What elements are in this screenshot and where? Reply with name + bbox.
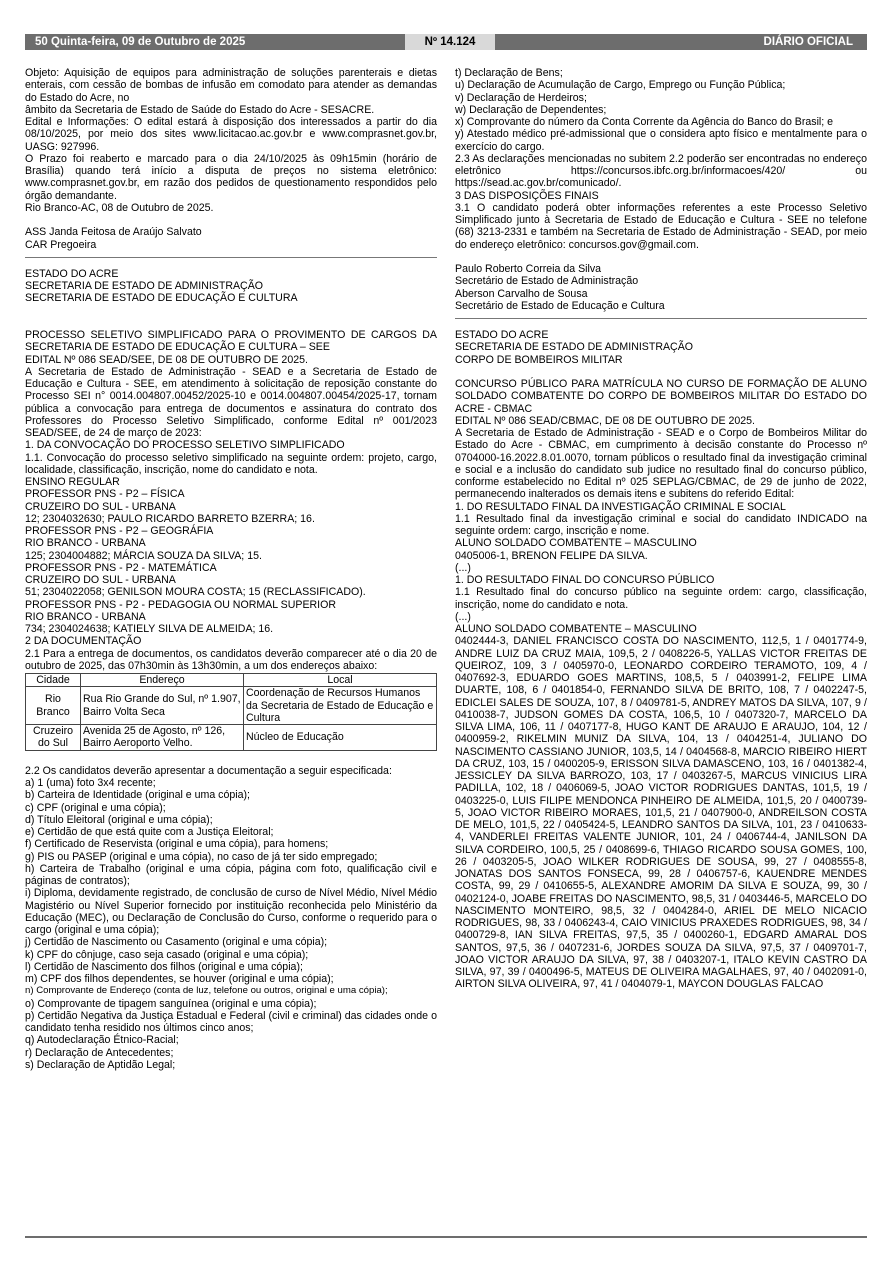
- list-item: PROFESSOR PNS - P2 – FÍSICA: [25, 488, 185, 501]
- signature-role: CAR Pregoeira: [25, 238, 97, 251]
- right-column: [455, 67, 867, 991]
- paragraph: âmbito da Secretaria de Estado de Saúde do Estado do Acre - SESACRE.: [25, 103, 375, 116]
- list-item: RIO BRANCO - URBANA: [25, 537, 146, 550]
- paragraph: 1. DO RESULTADO FINAL DA INVESTIGAÇÃO CRIMINAL E SOCIAL: [455, 500, 786, 513]
- list-item: p) Certidão Negativa da Justiça Estadual e Federal (civil e criminal) das cidades onde o candidato tenha residido nos últimos cinco anos;: [25, 1009, 437, 1034]
- paragraph: A Secretaria de Estado de Administração - SEAD e o Corpo de Bombeiros Militar do Estado do Acre - CBMAC, em cumprimento à decisão constante do Processo nº 0704000-16.2022.8.01.0070, tornam públicos o resultado final da investigação criminal e social e a inclusão do candidato sub judice no resultado final do concurso público, conforme estabelecido no Edital nº 025 SEPLAG/CBMAC, de 29 de junho de 2022, permanecendo inalterados os demais itens e subitens do referido Edital:: [455, 427, 867, 501]
- results-list: 0402444-3, DANIEL FRANCISCO COSTA DO NASCIMENTO, 112,5, 1 / 0401774-9, ANDRE LUIZ DA CRUZ MAIA, 109,5, 2 / 0408226-5, YALLAS VICTOR FREITAS DE QUEIROZ, 109, 3 / 0405970-0, LEONARDO CORDEIRO TERAMOTO, 109, 4 / 0407692-3, EDUARDO GOES MARTINS, 108,5, 5 / 0403991-2, FELIPE LIMA DUARTE, 108, 6 / 0401854-0, FERNANDO SILVA DE BRITO, 108, 7 / 0402247-5, EDICLEI SALES DE SOUZA, 107, 8 / 0409781-5, ANDREY MATOS DA SILVA, 107, 9 / 0410038-7, JUDSON GOMES DA COSTA, 106,5, 10 / 0407320-7, MARCELO DA SILVA LIMA, 106, 11 / 0407177-8, HUGO KANT DE ARAUJO E ARAUJO, 104, 12 / 0400959-2, RIKELMIN MUNIZ DA SILVA, 104, 13 / 0404251-4, JULIANO DO NASCIMENTO CASSIANO JUNIOR, 103,5, 14 / 0404568-8, MARCIO RIBEIRO HIERT DA CRUZ, 103, 15 / 0400205-9, ERISSON SILVA DAMASCENO, 103, 16 / 0401382-4, JESSICLEY DA SILVA BARROZO, 103, 17 / 0403267-5, MARCUS VINICIUS LIRA PADILLA, 102, 18 / 0406069-5, JOAO VICTOR RODRIGUES DANTAS, 101,5, 19 / 0403225-0, LUIS FILIPE MENDONCA PINHEIRO DE ALMEIDA, 101,5, 20 / 0400739-5, JOAO VICTOR RIBEIRO MORAES, 101,5, 21 / 0407900-0, ANDREILSON COSTA DE MELO, 101,5, 22 / 0405424-5, LEANDRO SANTOS DA SILVA, 101, 23 / 0410633-4, VANDERLEI FREITAS VALENTE JUNIOR, 101, 24 / 0406744-4, JANILSON DA SILVA CORDEIRO, 100,5, 25 / 0408699-6, THIAGO RICARDO SOUSA GOMES, 100, 26 / 0403205-5, JOAO WILKER RODRIGUES DE SOUSA, 99, 27 / 0408555-8, JONATAS DOS SANTOS FONSECA, 99, 28 / 0406757-6, KAUENDRE MENDES COSTA, 99, 29 / 0410655-5, ALEXANDRE AMORIM DA SILVA E SOUZA, 99, 30 / 0402124-0, JOABE FREITAS DO NASCIMENTO, 98,5, 31 / 0403446-5, MARCELO DO NASCIMENTO MONTEIRO, 98,5, 32 / 0404284-0, ARIEL DE MELO NICACIO RODRIGUES, 98, 33 / 0406243-4, CAIO VINICIUS PRAXEDES RODRIGUES, 98, 34 / 0400729-8, IAN SILVA FREITAS, 97,5, 35 / 0400260-1, EDGARD AMARAL DOS SANTOS, 97,5, 36 / 0407231-6, JORDES SOUZA DA SILVA, 97,5, 37 / 0409701-7, JOAO VICTOR ARAUJO DA SILVA, 97, 38 / 0403207-1, ITALO KEVIN CASTRO DA SILVA, 97, 39 / 0400496-5, MATEUS DE OLIVEIRA MAGALHAES, 97, 40 / 0402091-0, AIRTON SILVA OLIVEIRA, 97, 41 / 0404079-1, MAYCON DOUGLAS FALCAO: [455, 635, 867, 991]
- paragraph: ALUNO SOLDADO COMBATENTE – MASCULINO: [455, 537, 697, 550]
- org-line: SECRETARIA DE ESTADO DE ADMINISTRAÇÃO: [25, 280, 264, 292]
- list-item: g) PIS ou PASEP (original e uma cópia), no caso de já ter sido empregado;: [25, 850, 378, 863]
- paragraph: ALUNO SOLDADO COMBATENTE – MASCULINO: [455, 623, 697, 635]
- list-item: d) Título Eleitoral (original e uma cópia);: [25, 813, 213, 826]
- section-divider: [455, 318, 867, 319]
- table-cell: Avenida 25 de Agosto, nº 126, Bairro Aeroporto Velho.: [81, 725, 244, 751]
- paragraph: 1.1 Resultado final do concurso público na seguinte ordem: cargo, classificação, inscrição, nome do candidato e nota.: [455, 586, 867, 611]
- signature-name: ASS Janda Feitosa de Araújo Salvato: [25, 226, 202, 239]
- list-item: RIO BRANCO - URBANA: [25, 610, 146, 623]
- org-line: CORPO DE BOMBEIROS MILITAR: [455, 353, 623, 366]
- table-header: Endereço: [81, 674, 244, 687]
- page-number-date: 50 Quinta-feira, 09 de Outubro de 2025: [35, 36, 246, 48]
- table-row: [26, 725, 437, 751]
- address-table: [25, 673, 437, 751]
- table-cell: Rio Branco: [26, 687, 81, 725]
- list-item: h) Carteira de Trabalho (original e uma cópia, página com foto, qualificação civil e páginas de contratos);: [25, 862, 437, 887]
- list-item: n) Comprovante de Endereço (conta de luz, telefone ou outros, original e uma cópia);: [25, 985, 388, 997]
- org-line: ESTADO DO ACRE: [25, 267, 119, 280]
- table-cell: Coordenação de Recursos Humanos da Secretaria de Estado de Educação e Cultura: [244, 687, 437, 725]
- signature-name: Paulo Roberto Correia da Silva: [455, 263, 602, 275]
- list-item: f) Certificado de Reservista (original e uma cópia), para homens;: [25, 838, 329, 851]
- list-item: j) Certidão de Nascimento ou Casamento (original e uma cópia);: [25, 936, 328, 949]
- paragraph: CONCURSO PÚBLICO PARA MATRÍCULA NO CURSO DE FORMAÇÃO DE ALUNO SOLDADO COMBATENTE DO CORPO DE BOMBEIROS MILITAR DO ESTADO DO ACRE - CBMAC: [455, 378, 867, 415]
- page-header: [25, 34, 867, 50]
- signature-role: Secretário de Estado de Administração: [455, 275, 639, 288]
- paragraph: 3.1 O candidato poderá obter informações referentes a este Processo Seletivo Simplificado junto à Secretaria de Estado de Educação e Cultura - SEE no telefone (68) 3213-2331 e também na Secretaria de Estado de Administração - SEAD, por meio do endereço eletrônico: concursos.gov@gmail.com.: [455, 201, 867, 251]
- table-header: Local: [244, 674, 437, 687]
- paragraph: O Prazo foi reaberto e marcado para o dia 24/10/2025 às 09h15min (horário de Brasília) quando terá início a disputa de preços no sistema eletrônico: www.comprasnet.gov.br, em razão dos pedidos de questionamento respondidos pelo órgão demandante.: [25, 152, 437, 202]
- org-line: ESTADO DO ACRE: [455, 329, 549, 341]
- list-item: m) CPF dos filhos dependentes, se houver (original e uma cópia);: [25, 973, 334, 985]
- table-row: [26, 687, 437, 725]
- edition-number: Nº 14.124: [405, 34, 495, 50]
- table-cell: Núcleo de Educação: [244, 725, 437, 751]
- paragraph: PROCESSO SELETIVO SIMPLIFICADO PARA O PROVIMENTO DE CARGOS DA SECRETARIA DE ESTADO DE EDUCAÇÃO E CULTURA – SEE: [25, 329, 437, 354]
- paragraph: 3 DAS DISPOSIÇÕES FINAIS: [455, 189, 599, 202]
- table-header: Cidade: [26, 674, 81, 687]
- signature-role: Secretário de Estado de Educação e Cultura: [455, 299, 665, 312]
- list-item: e) Certidão de que está quite com a Justiça Eleitoral;: [25, 826, 274, 838]
- list-item: PROFESSOR PNS - P2 - MATEMÁTICA: [25, 561, 217, 574]
- list-item: b) Carteira de Identidade (original e uma cópia);: [25, 789, 250, 802]
- list-item: v) Declaração de Herdeiros;: [455, 91, 587, 104]
- table-header-row: [26, 674, 437, 687]
- left-column: [25, 67, 437, 1071]
- list-item: s) Declaração de Aptidão Legal;: [25, 1058, 176, 1071]
- list-item: PROFESSOR PNS - P2 - PEDAGOGIA OU NORMAL SUPERIOR: [25, 598, 337, 611]
- paragraph: Objeto: Aquisição de equipos para administração de soluções parenterais e dietas enterais, com cessão de bombas de infusão em comodato para atender as demandas do Estado do Acre, no: [25, 67, 437, 104]
- org-line: SECRETARIA DE ESTADO DE EDUCAÇÃO E CULTURA: [25, 292, 298, 305]
- paragraph: 1.1 Resultado final da investigação criminal e social do candidato INDICADO na seguinte ordem: cargo, inscrição e nome.: [455, 512, 867, 537]
- list-item: w) Declaração de Dependentes;: [455, 103, 607, 116]
- list-item: o) Comprovante de tipagem sanguínea (original e uma cópia);: [25, 997, 317, 1010]
- list-item: a) 1 (uma) foto 3x4 recente;: [25, 777, 156, 789]
- paragraph: Edital e Informações: O edital estará à disposição dos interessados a partir do dia 08/10/2025, por meio dos sites www.licitacao.ac.gov.br e www.comprasnet.gov.br, UASG: 927996.: [25, 116, 437, 153]
- list-item: 125; 2304004882; MÁRCIA SOUZA DA SILVA; 15.: [25, 549, 262, 562]
- list-item: t) Declaração de Bens;: [455, 67, 563, 79]
- paragraph: EDITAL Nº 086 SEAD/CBMAC, DE 08 DE OUTUBRO DE 2025.: [455, 414, 755, 427]
- table-cell: Cruzeiro do Sul: [26, 725, 81, 751]
- list-item: c) CPF (original e uma cópia);: [25, 801, 166, 814]
- list-item: CRUZEIRO DO SUL - URBANA: [25, 500, 176, 513]
- paragraph: 1. DA CONVOCAÇÃO DO PROCESSO SELETIVO SIMPLIFICADO: [25, 439, 345, 452]
- list-item: i) Diploma, devidamente registrado, de conclusão de curso de Nível Médio, Nível Médio Magistério ou Nível Superior fornecido por instituição reconhecida pelo Ministério da Educação (MEC), ou Declaração de Conclusão do Curso, conforme o requerido para o cargo (original e uma cópia);: [25, 887, 437, 936]
- list-item: 2 DA DOCUMENTAÇÃO: [25, 635, 142, 648]
- paragraph: (...): [455, 561, 471, 574]
- paragraph: 1.1. Convocação do processo seletivo simplificado na seguinte ordem: projeto, cargo, localidade, classificação, inscrição, nome do candidato e nota.: [25, 451, 437, 476]
- list-item: y) Atestado médico pré-admissional que o considera apto físico e mentalmente para o exercício do cargo.: [455, 128, 867, 153]
- table-cell: Rua Rio Grande do Sul, nº 1.907, Bairro Volta Seca: [81, 687, 244, 725]
- list-item: u) Declaração de Acumulação de Cargo, Emprego ou Função Pública;: [455, 79, 786, 92]
- section-divider: [25, 257, 437, 258]
- list-item: l) Certidão de Nascimento dos filhos (original e uma cópia);: [25, 960, 303, 973]
- footer-divider: [25, 1236, 867, 1238]
- paragraph: 0405006-1, BRENON FELIPE DA SILVA.: [455, 549, 648, 562]
- paragraph: Rio Branco-AC, 08 de Outubro de 2025.: [25, 201, 214, 214]
- paragraph: 1. DO RESULTADO FINAL DO CONCURSO PÚBLICO: [455, 574, 715, 586]
- paragraph: 2.1 Para a entrega de documentos, os candidatos deverão comparecer até o dia 20 de outubro de 2025, das 07h30min às 13h30min, a um dos endereços abaixo:: [25, 647, 437, 672]
- list-item: CRUZEIRO DO SUL - URBANA: [25, 574, 176, 586]
- org-line: SECRETARIA DE ESTADO DE ADMINISTRAÇÃO: [455, 341, 694, 354]
- list-item: q) Autodeclaração Étnico-Racial;: [25, 1034, 179, 1047]
- list-item: ENSINO REGULAR: [25, 476, 120, 488]
- list-item: k) CPF do cônjuge, caso seja casado (original e uma cópia);: [25, 948, 309, 961]
- list-item: r) Declaração de Antecedentes;: [25, 1046, 174, 1059]
- signature-name: Aberson Carvalho de Sousa: [455, 287, 588, 300]
- list-item: PROFESSOR PNS - P2 – GEOGRÁFIA: [25, 525, 214, 537]
- paragraph: A Secretaria de Estado de Administração - SEAD e a Secretaria de Estado de Educação e Cultura - SEE, em atendimento à solicitação de reposição constante do Processo SEI n° 0014.004807.00452/2025-10 e 0014.004807.00454/2025-17, tornam pública a convocação para entrega de documentos e assinatura do contrato dos Professores do Processo Seletivo Simplificado, conforme Edital nº 001/2023 SEAD/SEE, de 24 de março de 2023:: [25, 365, 437, 439]
- list-item: 12; 2304032630; PAULO RICARDO BARRETO BZERRA; 16.: [25, 512, 315, 525]
- list-item: x) Comprovante do número da Conta Corrente da Agência do Banco do Brasil; e: [455, 116, 834, 128]
- paragraph: 2.3 As declarações mencionadas no subitem 2.2 poderão ser encontradas no endereço eletrônico https://concursos.ibfc.org.br/informacoes/420/ ou https://sead.ac.gov.br/comunicado/.: [455, 152, 867, 190]
- list-item: 734; 2304024638; KATIELY SILVA DE ALMEIDA; 16.: [25, 623, 274, 635]
- list-item: 51; 2304022058; GENILSON MOURA COSTA; 15 (RECLASSIFICADO).: [25, 586, 366, 599]
- publication-name: DIÁRIO OFICIAL: [763, 36, 853, 48]
- paragraph: EDITAL Nº 086 SEAD/SEE, DE 08 DE OUTUBRO DE 2025.: [25, 353, 308, 366]
- list-item: 2.2 Os candidatos deverão apresentar a documentação a seguir especificada:: [25, 764, 392, 777]
- paragraph: (...): [455, 610, 471, 623]
